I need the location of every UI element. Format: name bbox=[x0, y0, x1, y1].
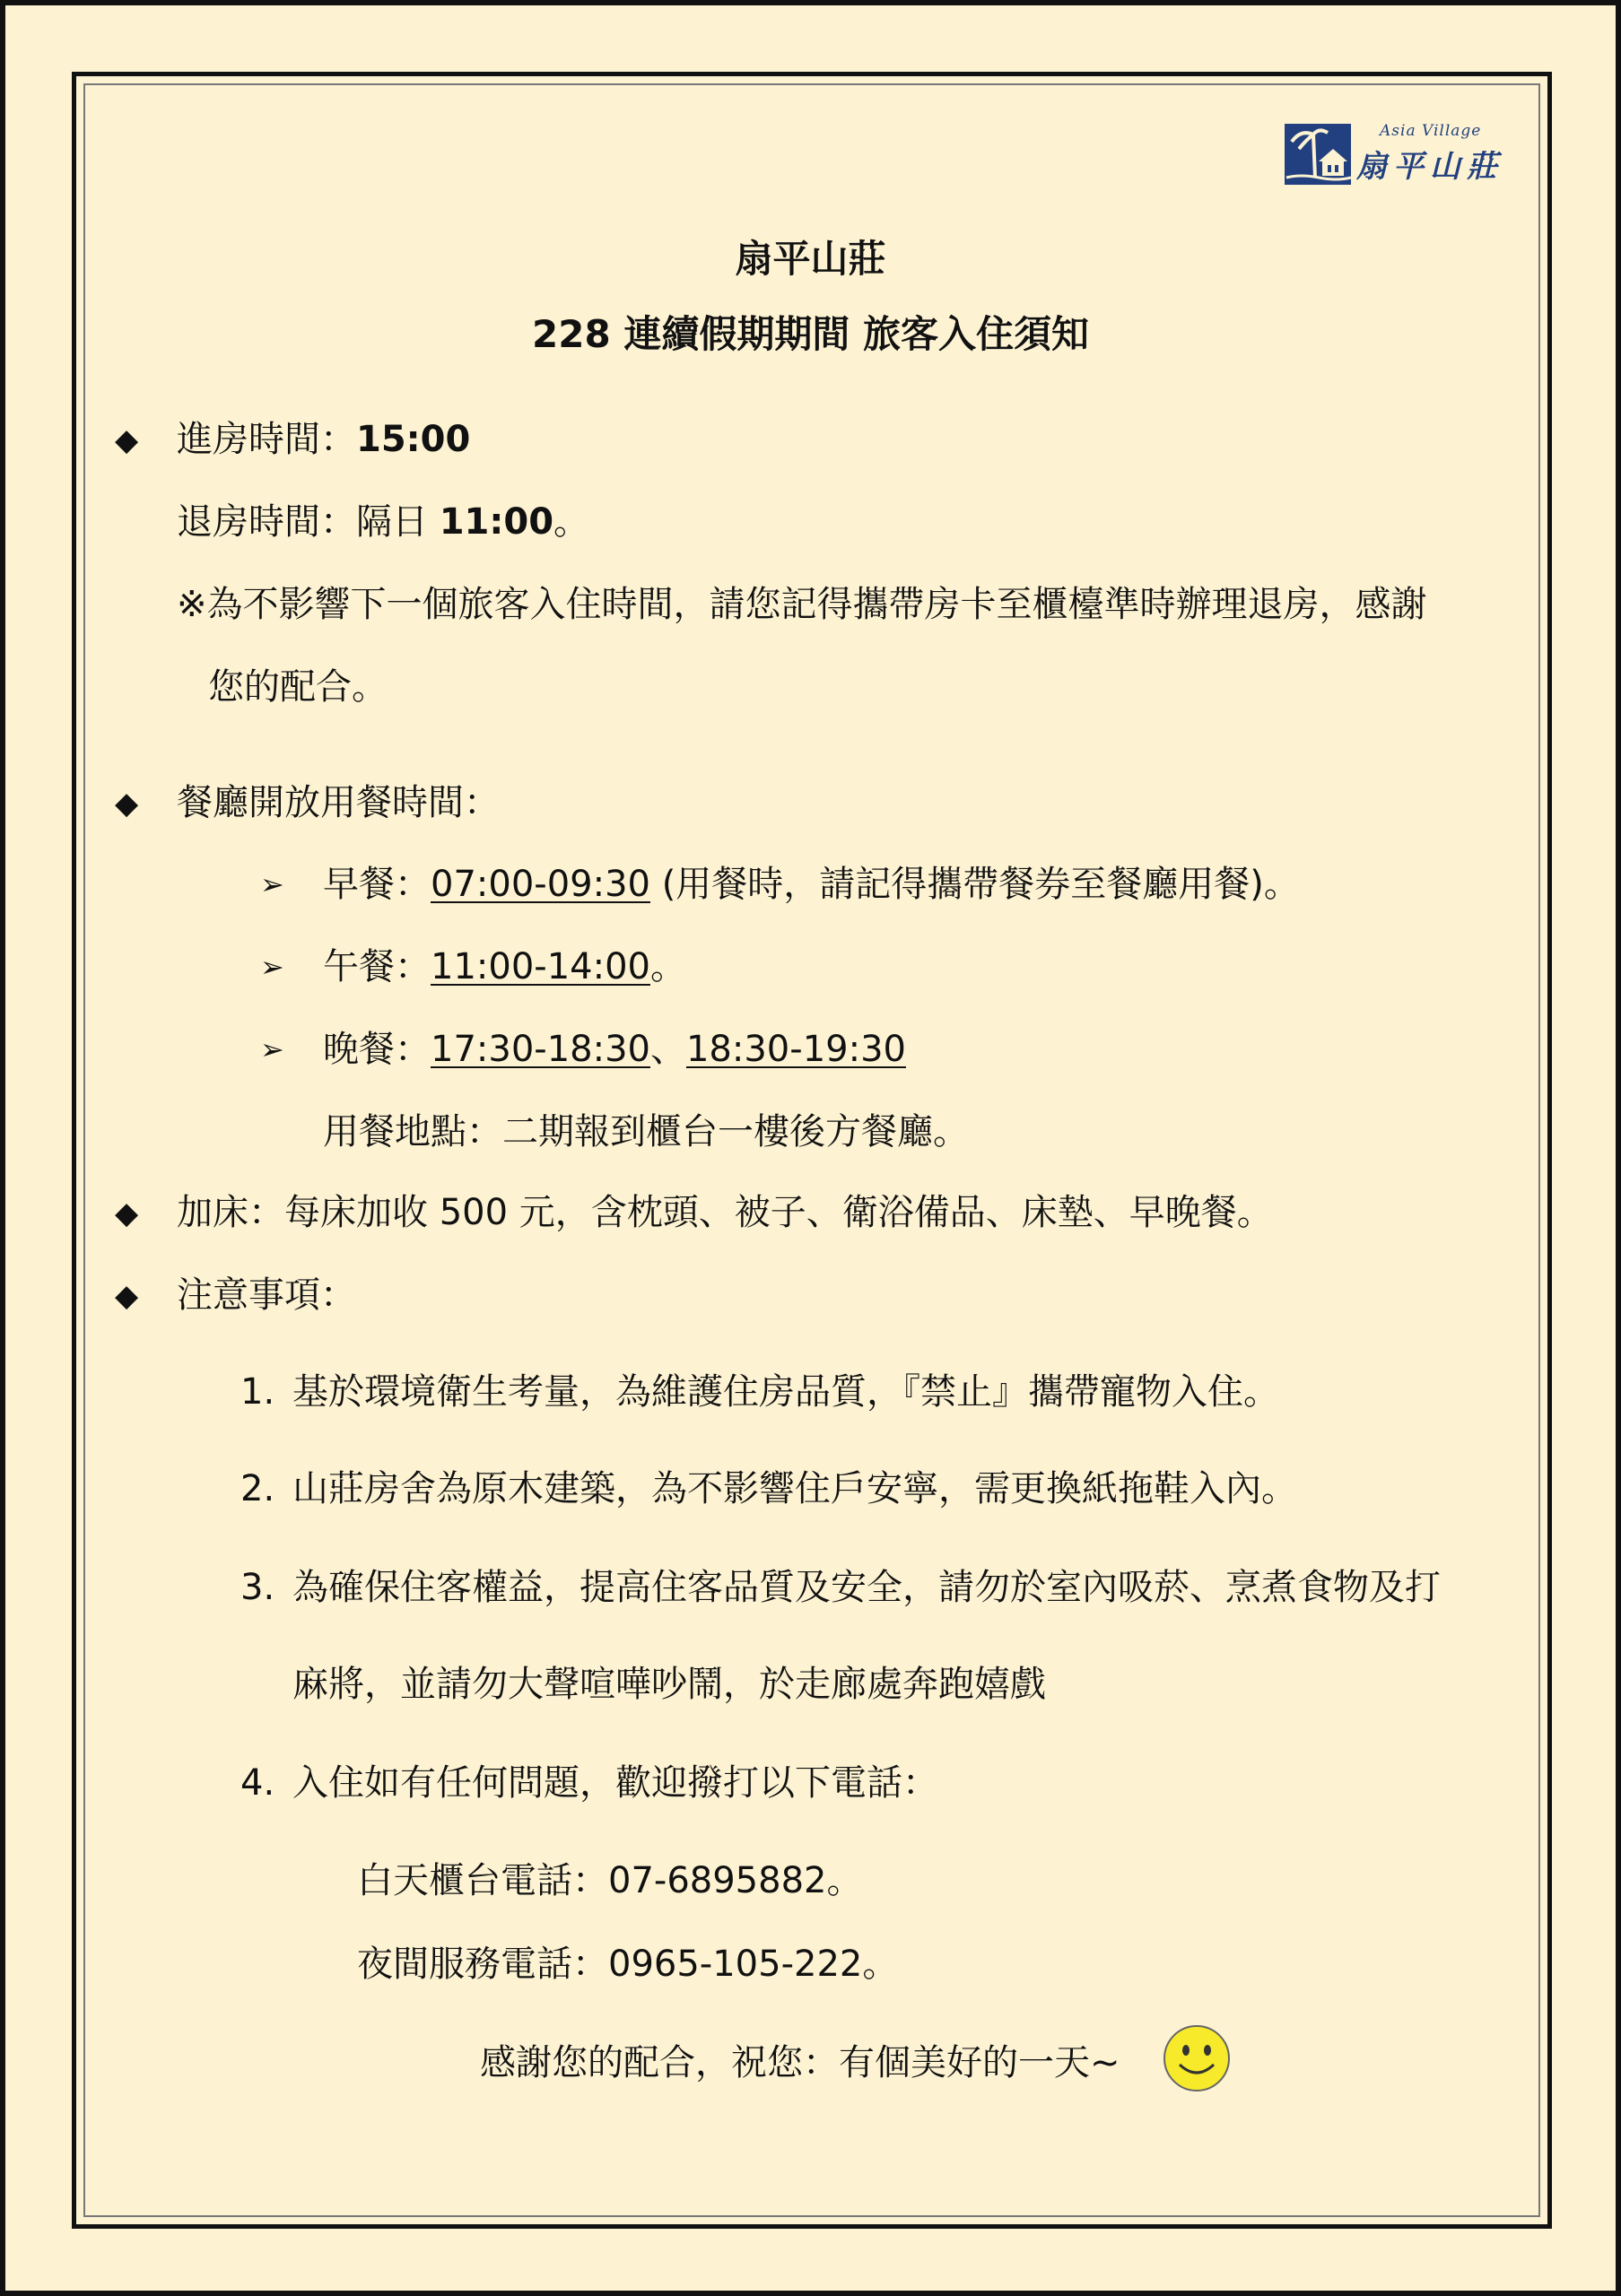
dinner-line: 晚餐：17:30-18:30、18:30-19:30 bbox=[323, 1029, 906, 1070]
day-phone: 白天櫃台電話：07-6895882。 bbox=[357, 1860, 863, 1901]
palm-house-icon bbox=[1283, 122, 1353, 187]
lunch-time: 11:00-14:00 bbox=[431, 946, 650, 987]
bullet-icon: ◆ bbox=[115, 786, 139, 822]
arrow-icon: ➢ bbox=[260, 950, 284, 984]
note-item-2: 山莊房舍為原木建築，為不影響住戶安寧，需更換紙拖鞋入內。 bbox=[292, 1468, 1297, 1509]
note-item-4: 入住如有任何問題，歡迎撥打以下電話： bbox=[292, 1762, 938, 1804]
breakfast-line: 早餐：07:00-09:30 (用餐時，請記得攜帶餐券至餐廳用餐)。 bbox=[323, 864, 1300, 905]
dinner-time-2: 18:30-19:30 bbox=[685, 1029, 906, 1070]
logo-english-text: Asia Village bbox=[1380, 122, 1482, 140]
dinner-time-1: 17:30-18:30 bbox=[431, 1029, 650, 1070]
hotel-logo bbox=[1283, 122, 1516, 187]
logo-chinese-text: 扇平山莊 bbox=[1356, 149, 1503, 185]
checkout-note-cont: 您的配合。 bbox=[208, 666, 388, 708]
extra-bed-line: 加床：每床加收 500 元，含枕頭、被子、衛浴備品、床墊、早晚餐。 bbox=[177, 1192, 1273, 1233]
breakfast-time: 07:00-09:30 bbox=[431, 864, 650, 905]
dining-heading: 餐廳開放用餐時間： bbox=[177, 782, 500, 823]
arrow-icon: ➢ bbox=[260, 867, 284, 901]
checkout-time: 11:00 bbox=[439, 501, 554, 543]
bullet-icon: ◆ bbox=[115, 1278, 139, 1314]
dining-location: 用餐地點：二期報到櫃台一樓後方餐廳。 bbox=[323, 1111, 969, 1152]
checkin-line: 進房時間：15:00 bbox=[177, 419, 471, 460]
closing-message: 感謝您的配合，祝您：有個美好的一天~ bbox=[480, 2042, 1120, 2083]
note-item-3: 為確保住客權益，提高住客品質及安全，請勿於室內吸菸、烹煮食物及打 bbox=[292, 1567, 1441, 1608]
checkin-time: 15:00 bbox=[356, 419, 471, 460]
arrow-icon: ➢ bbox=[260, 1032, 284, 1066]
smiley-face-icon bbox=[1162, 2023, 1232, 2093]
document-title: 扇平山莊 bbox=[735, 237, 886, 281]
bullet-icon: ◆ bbox=[115, 1196, 139, 1231]
note-number: 2. bbox=[240, 1468, 275, 1509]
notes-heading: 注意事項： bbox=[177, 1274, 356, 1316]
note-number: 1. bbox=[240, 1371, 275, 1413]
note-item-3-cont: 麻將，並請勿大聲喧嘩吵鬧，於走廊處奔跑嬉戲 bbox=[292, 1664, 1046, 1705]
checkout-line: 退房時間：隔日 11:00。 bbox=[177, 501, 590, 543]
lunch-line: 午餐：11:00-14:00。 bbox=[323, 946, 686, 987]
document-subtitle: 228 連續假期期間 旅客入住須知 bbox=[532, 312, 1089, 356]
checkout-note: ※為不影響下一個旅客入住時間，請您記得攜帶房卡至櫃檯準時辦理退房，感謝 bbox=[177, 584, 1427, 625]
night-phone: 夜間服務電話：0965-105-222。 bbox=[357, 1944, 899, 1985]
note-number: 4. bbox=[240, 1762, 275, 1804]
bullet-icon: ◆ bbox=[115, 422, 139, 458]
note-number: 3. bbox=[240, 1567, 275, 1608]
note-item-1: 基於環境衛生考量，為維護住房品質，『禁止』攜帶寵物入住。 bbox=[292, 1371, 1279, 1413]
